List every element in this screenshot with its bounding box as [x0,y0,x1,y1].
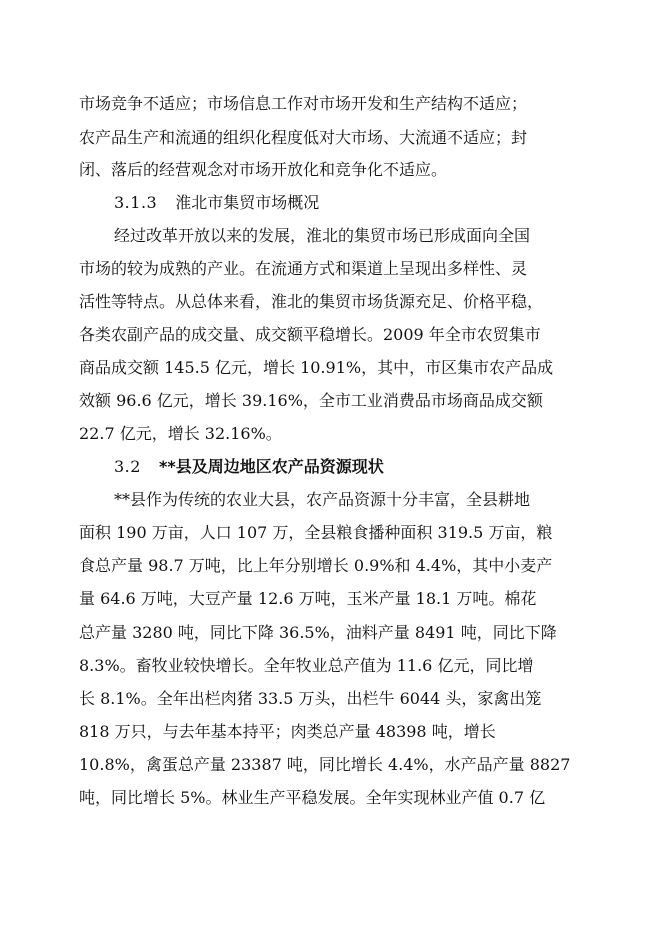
section-heading-3-2 [114,456,634,478]
paragraph-3-line-1: **县作为传统的农业大县，农产品资源十分丰富，全县耕地 [114,490,531,509]
paragraph-2-line-5: 商品成交额 145.5 亿元，增长 10.91%，其中，市区集市农产品成 [79,358,554,377]
section-title: **县及周边地区农产品资源现状 [158,457,384,476]
paragraph-2-line-1: 经过改革开放以来的发展，淮北的集贸市场已形成面向全国 [114,226,531,245]
paragraph-3-line-8: 818 万只，与去年基本持平；肉类总产量 48398 吨，增长 [79,722,496,741]
paragraph-2-line-6: 效额 96.6 亿元，增长 39.16%，全市工业消费品市场商品成交额 [79,391,543,410]
paragraph-3-line-6: 8.3%。畜牧业较快增长。全年牧业总产值为 11.6 亿元，同比增 [79,656,534,675]
paragraph-1-line-3: 闭、落后的经营观念对市场开放化和竞争化不适应。 [79,160,448,179]
paragraph-1-line-2: 农产品生产和流通的组织化程度低对大市场、大流通不适应；封 [79,128,528,147]
paragraph-3-line-7: 长 8.1%。全年出栏肉猪 33.5 万头，出栏牛 6044 头，家禽出笼 [79,689,542,708]
paragraph-2-line-3: 活性等特点。从总体来看，淮北的集贸市场货源充足、价格平稳， [79,292,544,311]
paragraph-3-line-2: 面积 190 万亩，人口 107 万，全县粮食播种面积 319.5 万亩，粮 [79,523,553,542]
paragraph-3-line-3: 食总产量 98.7 万吨，比上年分别增长 0.9%和 4.4%，其中小麦产 [79,556,553,575]
section-number: 3.1.3 [114,193,158,212]
paragraph-2-line-2: 市场的较为成熟的产业。在流通方式和渠道上呈现出多样性、灵 [79,259,528,278]
section-title: 淮北市集贸市场概况 [175,193,320,212]
paragraph-3-line-5: 总产量 3280 吨，同比下降 36.5%，油料产量 8491 吨，同比下降 [79,623,557,642]
paragraph-3-line-9: 10.8%，禽蛋总产量 23387 吨，同比增长 4.4%，水产品产量 8827 [79,755,571,774]
section-heading-3-1-3 [114,192,634,214]
section-number: 3.2 [114,457,141,476]
paragraph-3-line-10: 吨，同比增长 5%。林业生产平稳发展。全年实现林业产值 0.7 亿 [79,788,546,807]
paragraph-2-line-7: 22.7 亿元，增长 32.16%。 [79,424,282,443]
paragraph-3-line-4: 量 64.6 万吨，大豆产量 12.6 万吨，玉米产量 18.1 万吨。棉花 [79,589,537,608]
paragraph-2-line-4: 各类农副产品的成交量、成交额平稳增长。2009 年全市农贸集市 [79,325,541,344]
paragraph-1-line-1: 市场竞争不适应；市场信息工作对市场开发和生产结构不适应； [79,94,528,113]
